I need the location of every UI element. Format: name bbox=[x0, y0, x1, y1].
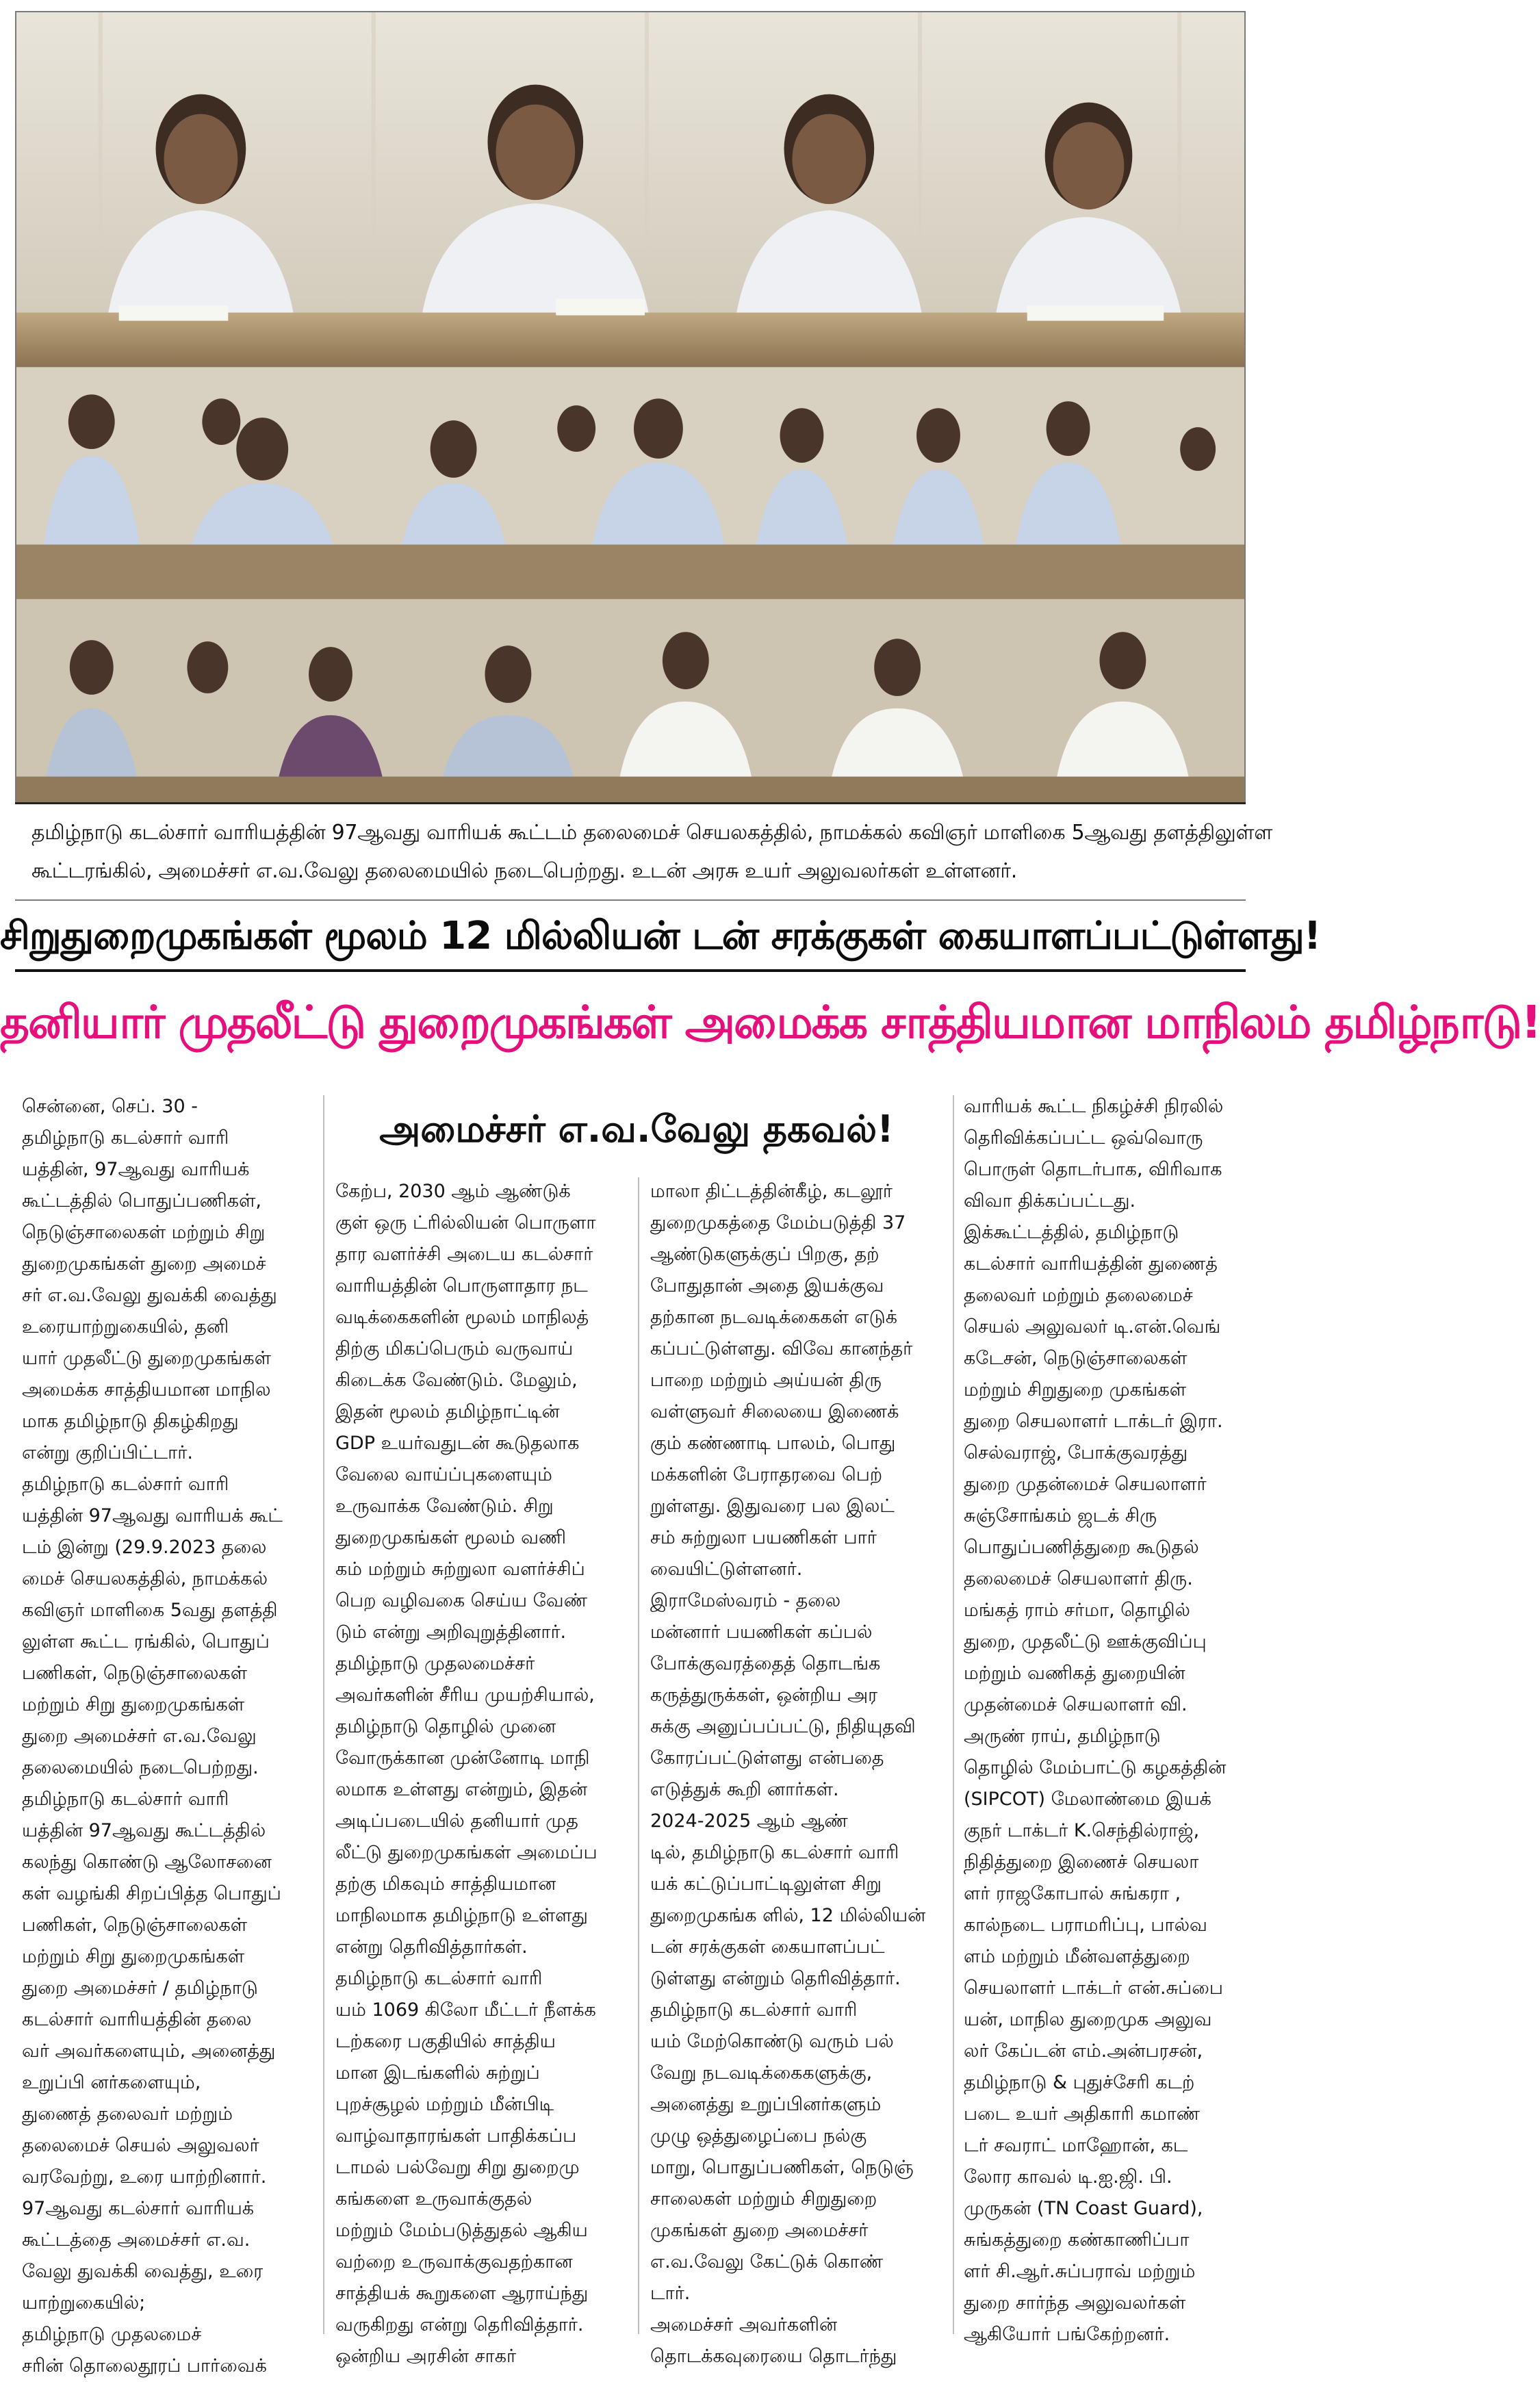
article-line: (SIPCOT) மேலாண்மை இயக் bbox=[964, 1789, 1211, 1810]
article-line: மாறு, பொதுப்பணிகள், நெடுஞ் bbox=[650, 2157, 914, 2178]
article-column-4 bbox=[964, 1091, 1248, 2351]
article-line: உறுப்பி னர்களையும், bbox=[22, 2072, 201, 2093]
article-line: தமிழ்நாடு முதலமைச்சர் bbox=[335, 1653, 535, 1674]
article-line: ஆண்டுகளுக்குப் பிறகு, தற் bbox=[650, 1244, 880, 1265]
article-line: தமிழ்நாடு தொழில் முனை bbox=[335, 1716, 556, 1737]
article-line: கடல்சார் வாரியத்தின் தலை bbox=[22, 2009, 252, 2030]
article-line: அவர்களின் சீரிய முயற்சியால், bbox=[335, 1685, 595, 1706]
article-line: சுஞ்சோங்கம் ஜடக் சிரு bbox=[964, 1505, 1157, 1526]
article-line: சென்னை, செப். 30 - bbox=[22, 1096, 198, 1117]
article-line: மாநிலமாக தமிழ்நாடு உள்ளது bbox=[335, 1905, 588, 1926]
article-line: தமிழ்நாடு முதலமைச் bbox=[22, 2324, 202, 2345]
article-line: கும் கண்ணாடி பாலம், பொது bbox=[650, 1433, 896, 1454]
article-line: அருண் ராய், தமிழ்நாடு bbox=[964, 1726, 1161, 1747]
article-line: கம் மற்றும் சுற்றுலா வளர்ச்சிப் bbox=[335, 1559, 585, 1580]
article-line: டாமல் பல்வேறு சிறு துறைமு bbox=[335, 2157, 580, 2178]
article-line: சுக்கு அனுப்பப்பட்டு, நிதியுதவி bbox=[650, 1716, 916, 1737]
article-line: வையிட்டுள்ளனர். bbox=[650, 1559, 803, 1580]
article-line: துறை செயலாளர் டாக்டர் இரா. bbox=[964, 1411, 1223, 1432]
article-line: மைச் செயலகத்தில், நாமக்கல் bbox=[22, 1568, 268, 1589]
article-line: கலந்து கொண்டு ஆலோசனை bbox=[22, 1852, 272, 1873]
article-line: சர் எ.வ.வேலு துவக்கி வைத்து bbox=[22, 1285, 277, 1306]
article-line: அடிப்படையில் தனியார் முத bbox=[335, 1810, 578, 1832]
article-line: முகங்கள் துறை அமைச்சர் bbox=[650, 2220, 869, 2241]
meeting-photo bbox=[15, 11, 1273, 901]
article-line: மான இடங்களில் சுற்றுப் bbox=[335, 2062, 540, 2084]
article-line: துறை முதன்மைச் செயலாளர் bbox=[964, 1474, 1207, 1495]
article-line: மாலா திட்டத்தின்கீழ், கடலூர் bbox=[650, 1181, 893, 1202]
article-line: லோர காவல் டி.ஐ.ஜி. பி. bbox=[964, 2166, 1172, 2188]
article-headline: தனியார் முதலீட்டு துறைமுகங்கள் அமைக்க சாத்தியமான மாநிலம் தமிழ்நாடு! bbox=[0, 996, 1540, 1049]
article-line: லமாக உள்ளது என்றும், இதன் bbox=[335, 1779, 588, 1800]
article-line: கால்நடை பராமரிப்பு, பால்வ bbox=[964, 1914, 1207, 1936]
article-line: கங்களை உருவாக்குதல் bbox=[335, 2188, 532, 2210]
article-line: தமிழ்நாடு கடல்சார் வாரி bbox=[335, 1968, 543, 1989]
article-line: சாலைகள் மற்றும் சிறுதுறை bbox=[650, 2188, 877, 2210]
article-line: இராமேஸ்வரம் - தலை bbox=[650, 1590, 841, 1611]
article-line: தமிழ்நாடு கடல்சார் வாரி bbox=[650, 1999, 858, 2021]
article-line: முழு ஒத்துழைப்பை நல்கு bbox=[650, 2125, 867, 2147]
article-line: கப்பட்டுள்ளது. விவே கானந்தர் bbox=[650, 1338, 913, 1359]
article-line: தொழில் மேம்பாட்டு கழகத்தின் bbox=[964, 1757, 1227, 1778]
caption-line: கூட்டரங்கில், அமைச்சர் எ.வ.வேலு தலைமையில் நடைபெற்றது. உடன் அரசு உயர் அலுவலர்கள் உள்ளனர். bbox=[31, 859, 1018, 883]
article-line: என்று தெரிவித்தார்கள். bbox=[335, 1936, 528, 1958]
headline-divider bbox=[15, 969, 1246, 972]
meeting-photo-icon bbox=[16, 12, 1273, 899]
article-line: யாற்றுகையில்; bbox=[22, 2292, 146, 2314]
article-line: GDP உயர்வதுடன் கூடுதலாக bbox=[335, 1433, 580, 1454]
article-line: ளம் மற்றும் மீன்வளத்துறை bbox=[964, 1946, 1190, 1967]
article-line: கவிஞர் மாளிகை 5வது தளத்தி bbox=[22, 1600, 278, 1621]
article-line: வாழ்வாதாரங்கள் பாதிக்கப்ப bbox=[335, 2125, 577, 2147]
article-line: டற்கரை பகுதியில் சாத்திய bbox=[335, 2031, 556, 2052]
article-kicker: சிறுதுறைமுகங்கள் மூலம் 12 மில்லியன் டன் சரக்குகள் கையாளப்பட்டுள்ளது! bbox=[0, 914, 1321, 958]
article-line: 97ஆவது கடல்சார் வாரியக் bbox=[22, 2198, 255, 2219]
article-line: படை உயர் அதிகாரி கமாண் bbox=[964, 2103, 1201, 2125]
article-line: மற்றும் சிறு துறைமுகங்கள் bbox=[22, 1946, 245, 1967]
article-line: டன் சரக்குகள் கையாளப்பட் bbox=[650, 1936, 885, 1958]
article-line: மற்றும் சிறு துறைமுகங்கள் bbox=[22, 1694, 245, 1715]
article-line: என்று குறிப்பிட்டார். bbox=[22, 1442, 193, 1463]
photo-caption bbox=[15, 802, 1273, 899]
article-line: யக் கட்டுப்பாட்டிலுள்ள சிறு bbox=[650, 1873, 882, 1895]
caption-line: தமிழ்நாடு கடல்சார் வாரியத்தின் 97ஆவது வாரியக் கூட்டம் தலைமைச் செயலகத்தில், நாமக்கல் கவிஞர் மாளிகை 5ஆவது தளத்திலுள்ள bbox=[31, 821, 1273, 845]
article-line: கருத்துருக்கள், ஒன்றிய அர bbox=[650, 1685, 878, 1706]
article-line: டுள்ளது என்றும் தெரிவித்தார். bbox=[650, 1968, 901, 1989]
article-line: வாரியக் கூட்ட நிகழ்ச்சி நிரலில் bbox=[964, 1096, 1224, 1117]
article-line: கூட்டத்தை அமைச்சர் எ.வ. bbox=[22, 2229, 251, 2251]
article-line: பொதுப்பணித்துறை கூடுதல் bbox=[964, 1537, 1199, 1558]
article-line: விவா திக்கப்பட்டது. bbox=[964, 1190, 1136, 1212]
article-line: புறச்சூழல் மற்றும் மீன்பிடி bbox=[335, 2094, 554, 2115]
article-line: துறைமுகங்கள் மூலம் வணி bbox=[335, 1527, 567, 1548]
article-line: தலைமைச் செயலாளர் திரு. bbox=[964, 1568, 1193, 1589]
article-line: கடேசன், நெடுஞ்சாலைகள் bbox=[964, 1348, 1188, 1369]
article-line: றுள்ளது. இதுவரை பல இலட் bbox=[650, 1496, 895, 1517]
article-line: தலைமைச் செயல் அலுவலர் bbox=[22, 2135, 259, 2156]
article-line: துறை அமைச்சர் எ.வ.வேலு bbox=[22, 1726, 257, 1747]
article-line: யத்தின் 97ஆவது வாரியக் கூட் bbox=[22, 1505, 283, 1526]
article-line: மங்கத் ராம் சர்மா, தொழில் bbox=[964, 1600, 1190, 1621]
article-line: பணிகள், நெடுஞ்சாலைகள் bbox=[22, 1914, 248, 1936]
article-line: தலைவர் மற்றும் தலைமைச் bbox=[964, 1285, 1193, 1306]
article-column-2 bbox=[335, 1176, 626, 2372]
article-line: சாத்தியக் கூறுகளை ஆராய்ந்து bbox=[335, 2283, 589, 2304]
article-line: அமைக்க சாத்தியமான மாநில bbox=[22, 1379, 271, 1400]
article-line: செயல் அலுவலர் டி.என்.வெங் bbox=[964, 1316, 1221, 1337]
article-line: மக்களின் பேராதரவை பெற் bbox=[650, 1464, 883, 1485]
article-line: இக்கூட்டத்தில், தமிழ்நாடு bbox=[964, 1222, 1179, 1243]
article-line: வேலை வாய்ப்புகளையும் bbox=[335, 1464, 552, 1485]
article-line: செயலாளர் டாக்டர் என்.சுப்பை bbox=[964, 1977, 1223, 1999]
article-line: துறை அமைச்சர் / தமிழ்நாடு bbox=[22, 1977, 258, 1999]
article-line: உருவாக்க வேண்டும். சிறு bbox=[335, 1496, 554, 1517]
article-line: மற்றும் வணிகத் துறையின் bbox=[964, 1663, 1185, 1684]
article-line: தமிழ்நாடு & புதுச்சேரி கடற் bbox=[964, 2072, 1195, 2093]
article-line: யன், மாநில துறைமுக அலுவ bbox=[964, 2009, 1212, 2030]
article-line: ளர் சி.ஆர்.சுப்பராவ் மற்றும் bbox=[964, 2261, 1196, 2282]
article-line: ஒன்றிய அரசின் சாகர் bbox=[335, 2346, 517, 2367]
article-line: குள் ஒரு ட்ரில்லியன் பொருளா bbox=[335, 1212, 596, 1233]
article-line: ஆகியோர் பங்கேற்றனர். bbox=[964, 2324, 1170, 2345]
article-line: கிடைக்க வேண்டும். மேலும், bbox=[335, 1370, 578, 1391]
article-column-3 bbox=[650, 1176, 940, 2372]
article-line: லர் கேப்டன் எம்.அன்பரசன், bbox=[964, 2040, 1203, 2062]
article-line: லுள்ள கூட்ட ரங்கில், பொதுப் bbox=[22, 1631, 270, 1652]
article-line: தற்கு மிகவும் சாத்தியமான bbox=[335, 1873, 556, 1895]
article-line: தமிழ்நாடு கடல்சார் வாரி bbox=[22, 1474, 229, 1495]
article-line: பாறை மற்றும் அய்யன் திரு bbox=[650, 1370, 882, 1391]
article-line: வர் அவர்களையும், அனைத்து bbox=[22, 2040, 276, 2062]
article-line: துணைத் தலைவர் மற்றும் bbox=[22, 2103, 233, 2125]
article-line: வரவேற்று, உரை யாற்றினார். bbox=[22, 2166, 267, 2188]
article-line: கடல்சார் வாரியத்தின் துணைத் bbox=[964, 1253, 1218, 1275]
article-line: வோருக்கான முன்னோடி மாநி bbox=[335, 1747, 590, 1769]
article-line: தொடக்கவுரையை தொடர்ந்து bbox=[650, 2346, 897, 2367]
article-line: துறைமுகங்கள் துறை அமைச் bbox=[22, 1253, 266, 1275]
article-line: அமைச்சர் அவர்களின் bbox=[650, 2314, 838, 2335]
column-divider bbox=[953, 1095, 954, 2334]
article-line: டில், தமிழ்நாடு கடல்சார் வாரி bbox=[650, 1842, 899, 1863]
article-line: கூட்டத்தில் பொதுப்பணிகள், bbox=[22, 1190, 261, 1212]
article-line: உரையாற்றுகையில், தனி bbox=[22, 1316, 229, 1337]
article-line: யத்தின் 97ஆவது கூட்டத்தில் bbox=[22, 1820, 266, 1841]
article-column-1 bbox=[22, 1091, 312, 2382]
article-line: யார் முதலீட்டு துறைமுகங்கள் bbox=[22, 1348, 271, 1369]
column-divider bbox=[323, 1095, 324, 2334]
article-line: எடுத்துக் கூறி னார்கள். bbox=[650, 1779, 839, 1800]
article-line: வற்றை உருவாக்குவதற்கான bbox=[335, 2251, 573, 2272]
article-line: நிதித்துறை இணைச் செயலா bbox=[964, 1852, 1199, 1873]
article-line: சரின் தொலைதூரப் பார்வைக் bbox=[22, 2355, 267, 2377]
article-line: பணிகள், நெடுஞ்சாலைகள் bbox=[22, 1663, 248, 1684]
article-line: அனைத்து உறுப்பினர்களும் bbox=[650, 2094, 882, 2115]
article-line: எ.வ.வேலு கேட்டுக் கொண் bbox=[650, 2251, 884, 2272]
article-line: திற்கு மிகப்பெரும் வருவாய் bbox=[335, 1338, 574, 1359]
article-line: குநர் டாக்டர் K.செந்தில்ராஜ், bbox=[964, 1820, 1200, 1841]
article-line: மற்றும் மேம்படுத்துதல் ஆகிய bbox=[335, 2220, 588, 2241]
article-line: வடிக்கைகளின் மூலம் மாநிலத் bbox=[335, 1307, 589, 1328]
article-line: டர் சவராட் மாஹோன், கட bbox=[964, 2135, 1188, 2156]
article-line: யம் 1069 கிலோ மீட்டர் நீளக்க bbox=[335, 1999, 596, 2021]
article-line: 2024-2025 ஆம் ஆண் bbox=[650, 1810, 848, 1832]
article-line: தலைமையில் நடைபெற்றது. bbox=[22, 1757, 259, 1778]
article-line: சம் சுற்றுலா பயணிகள் பார் bbox=[650, 1527, 877, 1548]
article-line: முதன்மைச் செயலாளர் வி. bbox=[964, 1694, 1188, 1715]
article-line: லீட்டு துறைமுகங்கள் அமைப்ப bbox=[335, 1842, 598, 1863]
article-line: தார வளர்ச்சி அடைய கடல்சார் bbox=[335, 1244, 593, 1265]
article-line: பொருள் தொடர்பாக, விரிவாக bbox=[964, 1159, 1222, 1180]
article-line: துறைமுகத்தை மேம்படுத்தி 37 bbox=[650, 1212, 906, 1233]
column-divider bbox=[638, 1177, 639, 2334]
article-line: கேற்ப, 2030 ஆம் ஆண்டுக் bbox=[335, 1181, 571, 1202]
article-line: வாரியத்தின் பொருளாதார நட bbox=[335, 1275, 588, 1296]
article-line: பெற வழிவகை செய்ய வேண் bbox=[335, 1590, 587, 1611]
article-line: நெடுஞ்சாலைகள் மற்றும் சிறு bbox=[22, 1222, 266, 1243]
article-line: கோரப்பட்டுள்ளது என்பதை bbox=[650, 1747, 884, 1769]
article-line: தமிழ்நாடு கடல்சார் வாரி bbox=[22, 1127, 229, 1149]
article-line: யம் மேற்கொண்டு வரும் பல் bbox=[650, 2031, 894, 2052]
article-line: துறை, முதலீட்டு ஊக்குவிப்பு bbox=[964, 1631, 1207, 1652]
article-line: துறை சார்ந்த அலுவலர்கள் bbox=[964, 2292, 1186, 2314]
article-line: ளர் ராஜகோபால் சுங்கரா , bbox=[964, 1883, 1181, 1904]
article-line: வேலு துவக்கி வைத்து, உரை bbox=[22, 2261, 264, 2282]
article-line: டம் இன்று (29.9.2023 தலை bbox=[22, 1537, 267, 1558]
article-line: முருகன் (TN Coast Guard), bbox=[964, 2198, 1203, 2219]
article-line: தெரிவிக்கப்பட்ட ஒவ்வொரு bbox=[964, 1127, 1203, 1149]
article-line: போக்குவரத்தைத் தொடங்க bbox=[650, 1653, 881, 1674]
article-line: தமிழ்நாடு கடல்சார் வாரி bbox=[22, 1789, 229, 1810]
article-line: தற்கான நடவடிக்கைகள் எடுக் bbox=[650, 1307, 897, 1328]
article-line: டும் என்று அறிவுறுத்தினார். bbox=[335, 1622, 567, 1643]
article-line: மன்னார் பயணிகள் கப்பல் bbox=[650, 1622, 873, 1643]
article-line: வருகிறது என்று தெரிவித்தார். bbox=[335, 2314, 584, 2335]
article-line: டார். bbox=[650, 2283, 691, 2304]
article-line: துறைமுகங்க ளில், 12 மில்லியன் bbox=[650, 1905, 926, 1926]
article-line: மற்றும் சிறுதுறை முகங்கள் bbox=[964, 1379, 1187, 1400]
article-line: கள் வழங்கி சிறப்பித்த பொதுப் bbox=[22, 1883, 281, 1904]
article-line: வேறு நடவடிக்கைகளுக்கு, bbox=[650, 2062, 873, 2084]
article-line: யத்தின், 97ஆவது வாரியக் bbox=[22, 1159, 250, 1180]
article-line: செல்வராஜ், போக்குவரத்து bbox=[964, 1442, 1188, 1463]
article-line: போதுதான் அதை இயக்குவ bbox=[650, 1275, 884, 1296]
article-line: சுங்கத்துறை கண்காணிப்பா bbox=[964, 2229, 1190, 2251]
article-line: இதன் மூலம் தமிழ்நாட்டின் bbox=[335, 1401, 560, 1422]
article-subhead: அமைச்சர் எ.வ.வேலு தகவல்! bbox=[379, 1107, 894, 1151]
article-line: வள்ளுவர் சிலையை இணைக் bbox=[650, 1401, 899, 1422]
article-line: மாக தமிழ்நாடு திகழ்கிறது bbox=[22, 1411, 239, 1432]
